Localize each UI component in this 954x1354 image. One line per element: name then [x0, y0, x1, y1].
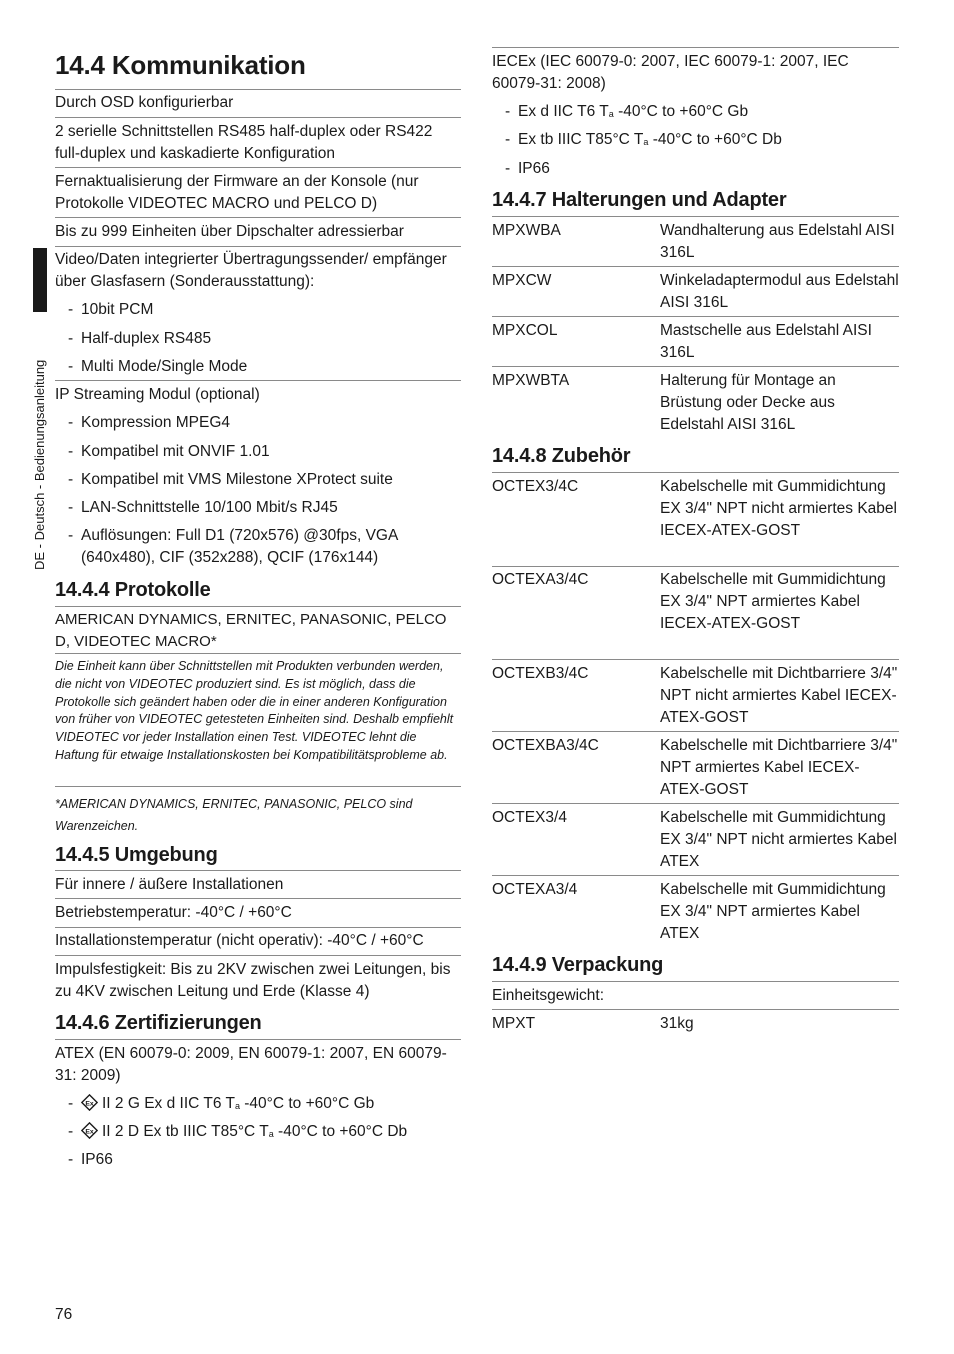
comm-row-5: Video/Daten integrierter Übertragungssender/ empfänger über Glasfasern (Sonderausstattung): — [55, 251, 447, 290]
divider — [492, 472, 899, 473]
divider — [55, 927, 461, 928]
divider — [492, 803, 899, 804]
divider — [55, 786, 461, 787]
divider — [55, 653, 461, 654]
divider — [55, 246, 461, 247]
heading-umgebung: 14.4.5 Umgebung — [55, 844, 218, 866]
table-cell-desc: Kabelschelle mit Dichtbarriere 3/4" NPT nicht armiertes Kabel IECEX-ATEX-GOST — [660, 665, 898, 726]
svg-text:Ex: Ex — [85, 1100, 94, 1108]
divider — [492, 316, 899, 317]
divider — [55, 898, 461, 899]
svg-text:Ex: Ex — [85, 1128, 94, 1136]
table-cell-code: OCTEX3/4 — [492, 809, 567, 826]
divider — [55, 117, 461, 118]
divider — [55, 955, 461, 956]
table-cell-code: OCTEXB3/4C — [492, 665, 589, 682]
env-row-4: Impulsfestigkeit: Bis zu 2KV zwischen zwei Leitungen, bis zu 4KV zwischen Leitung und Erde (Klasse 4) — [55, 961, 451, 1000]
divider — [55, 606, 461, 607]
divider — [55, 870, 461, 871]
comm-row-2: 2 serielle Schnittstellen RS485 half-duplex oder RS422 full-duplex und kaskadierte Konfiguration — [55, 123, 433, 162]
section-title: 14.4 Kommunikation — [55, 50, 306, 80]
table-cell-code: OCTEXBA3/4C — [492, 737, 599, 754]
table-cell-desc: Halterung für Montage an Brüstung oder Decke aus Edelstahl AISI 316L — [660, 372, 836, 433]
table-cell-desc: Kabelschelle mit Gummidichtung EX 3/4" NPT nicht armiertes Kabel ATEX — [660, 809, 897, 870]
heading-zubehoer: 14.4.8 Zubehör — [492, 445, 631, 467]
ex-mark-icon — [81, 1122, 98, 1139]
table-cell-desc: Winkeladaptermodul aus Edelstahl AISI 316L — [660, 272, 899, 311]
env-row-2: Betriebstemperatur: -40°C / +60°C — [55, 904, 292, 921]
divider — [492, 566, 899, 567]
divider — [55, 380, 461, 381]
divider — [55, 217, 461, 218]
divider — [492, 266, 899, 267]
table-cell-desc: Mastschelle aus Edelstahl AISI 316L — [660, 322, 872, 361]
divider — [55, 167, 461, 168]
table-cell-code: OCTEXA3/4C — [492, 571, 589, 588]
env-row-1: Für innere / äußere Installationen — [55, 876, 284, 893]
sidebar-label: DE - Deutsch - Bedienungsanleitung — [32, 359, 47, 570]
trademark-note: *AMERICAN DYNAMICS, ERNITEC, PANASONIC, PELCO sind Warenzeichen. — [55, 797, 413, 833]
divider — [492, 1009, 899, 1010]
table-cell-code: MPXCW — [492, 272, 552, 289]
divider — [55, 89, 461, 90]
divider — [55, 1039, 461, 1040]
protocol-note: Die Einheit kann über Schnittstellen mit Produkten verbunden werden, die nicht von VIDEOTEC produziert sind. Es ist möglich, dass die Protokolle sich geändert haben oder die in einer anderen Konfiguration von früher von VIDEOTEC getesteten Einheiten sind. Deshalb empfiehlt VIDEOTEC vor jeder Installation einen Test. VIDEOTEC lehnt die Haftung für etwaige Installationskosten bei Kompatibilitätsprobleme ab. — [55, 659, 454, 762]
table-cell-desc: Kabelschelle mit Dichtbarriere 3/4" NPT armiertes Kabel IECEX-ATEX-GOST — [660, 737, 898, 798]
divider — [492, 47, 899, 48]
table-cell-code: MPXWBTA — [492, 372, 570, 389]
comm-row-6: IP Streaming Modul (optional) — [55, 386, 260, 403]
heading-halterungen: 14.4.7 Halterungen und Adapter — [492, 189, 787, 211]
table-cell-code: OCTEXA3/4 — [492, 881, 578, 898]
table-cell-code: OCTEX3/4C — [492, 478, 579, 495]
heading-protokolle: 14.4.4 Protokolle — [55, 579, 211, 601]
table-cell-desc: Kabelschelle mit Gummidichtung EX 3/4" NPT armiertes Kabel IECEX-ATEX-GOST — [660, 571, 886, 632]
comm-row-4: Bis zu 999 Einheiten über Dipschalter adressierbar — [55, 223, 404, 240]
comm-row-1: Durch OSD konfigurierbar — [55, 94, 234, 111]
heading-zertifizierungen: 14.4.6 Zertifizierungen — [55, 1012, 262, 1034]
table-cell-desc: Kabelschelle mit Gummidichtung EX 3/4" NPT armiertes Kabel ATEX — [660, 881, 886, 942]
table-cell-desc: Kabelschelle mit Gummidichtung EX 3/4" NPT nicht armiertes Kabel IECEX-ATEX-GOST — [660, 478, 897, 539]
weight-label: Einheitsgewicht: — [492, 987, 605, 1004]
atex-standard: ATEX (EN 60079-0: 2009, EN 60079-1: 2007, EN 60079-31: 2009) — [55, 1045, 447, 1084]
table-cell-code: MPXCOL — [492, 322, 558, 339]
divider — [492, 981, 899, 982]
env-row-3: Installationstemperatur (nicht operativ): -40°C / +60°C — [55, 932, 424, 949]
divider — [492, 216, 899, 217]
divider — [492, 731, 899, 732]
table-cell-desc: Wandhalterung aus Edelstahl AISI 316L — [660, 222, 895, 261]
heading-verpackung: 14.4.9 Verpackung — [492, 954, 664, 976]
iecex-standard: IECEx (IEC 60079-0: 2007, IEC 60079-1: 2007, IEC 60079-31: 2008) — [492, 53, 849, 92]
page-number: 76 — [55, 1306, 73, 1323]
protocol-list: AMERICAN DYNAMICS, ERNITEC, PANASONIC, PELCO D, VIDEOTEC MACRO* — [55, 611, 447, 650]
comm-row-3: Fernaktualisierung der Firmware an der Konsole (nur Protokolle VIDEOTEC MACRO und PELCO D) — [55, 173, 419, 212]
table-cell-code: MPXT — [492, 1015, 536, 1032]
divider — [492, 366, 899, 367]
divider — [492, 875, 899, 876]
ex-mark-icon — [81, 1094, 98, 1111]
table-cell-value: 31kg — [660, 1015, 694, 1032]
divider — [492, 659, 899, 660]
table-cell-code: MPXWBA — [492, 222, 561, 239]
